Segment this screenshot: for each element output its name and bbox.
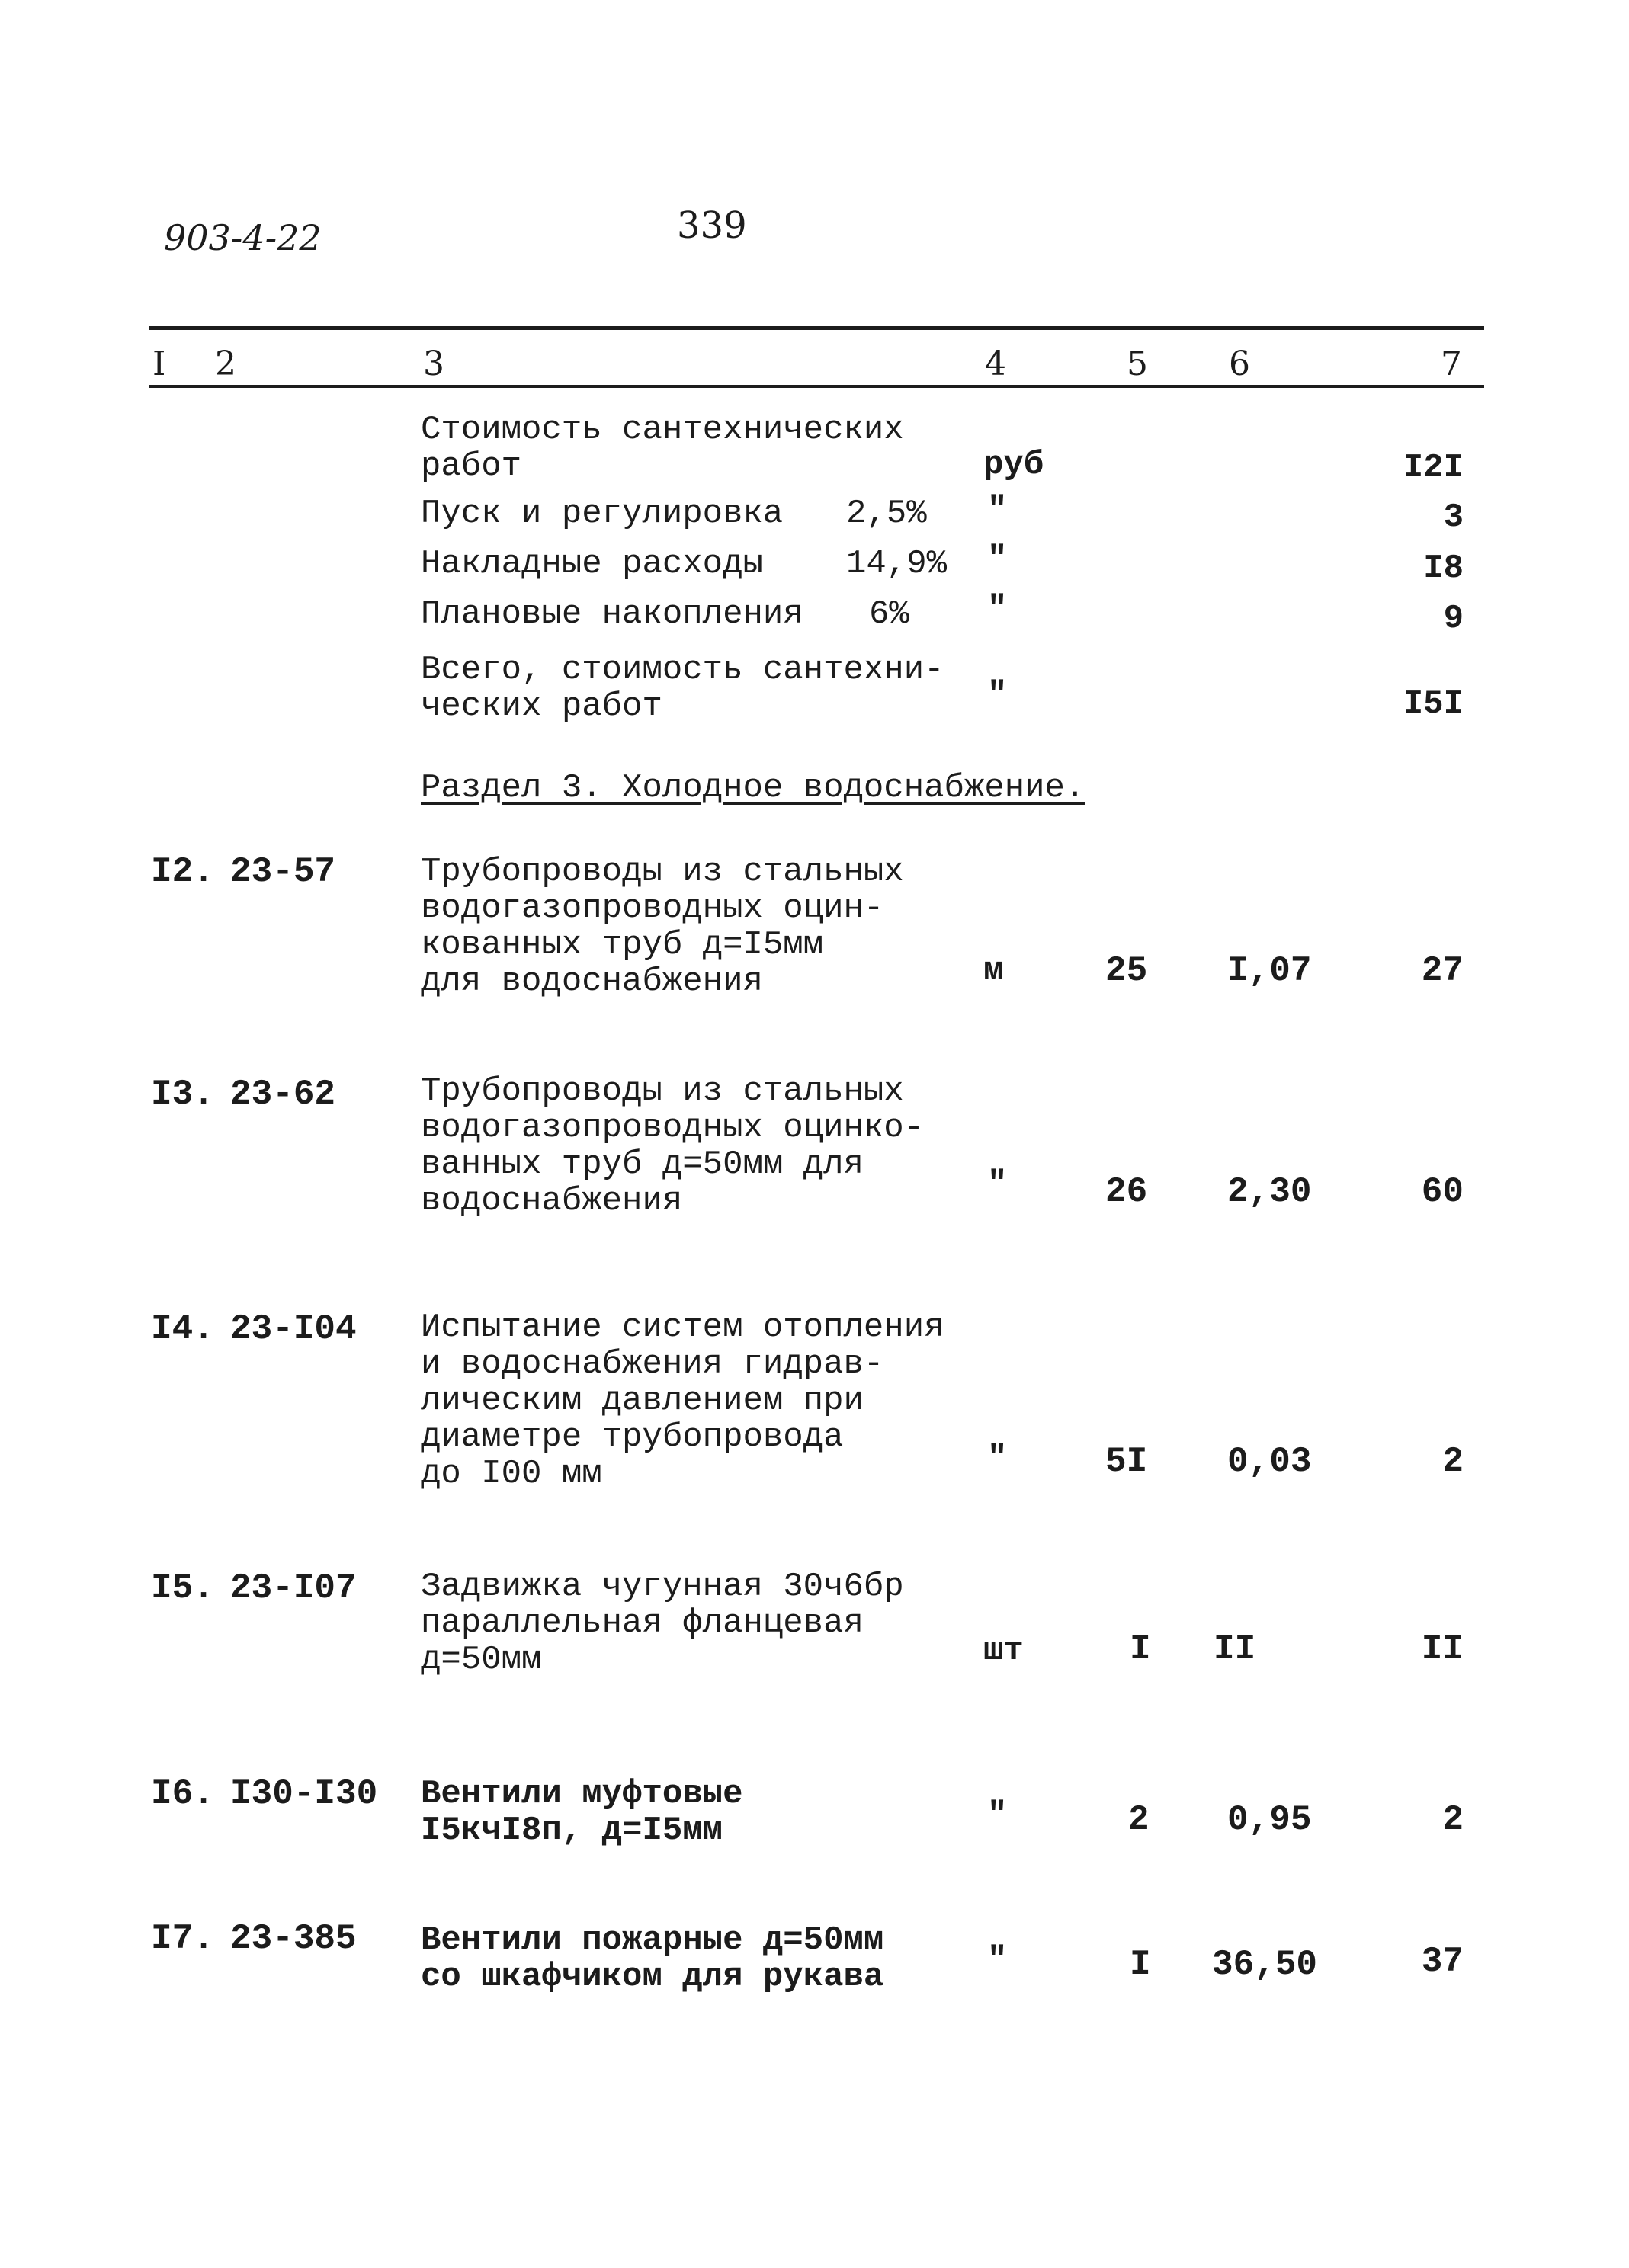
item-quantity: 2	[1128, 1800, 1150, 1840]
item-quantity: 5I	[1105, 1442, 1148, 1482]
section-title: Раздел 3. Холодное водоснабжение.	[421, 769, 1085, 807]
summary-unit: "	[987, 676, 1008, 714]
item-unit: "	[987, 1165, 1008, 1203]
item-total: II	[1421, 1629, 1464, 1669]
item-description: Вентили муфтовые I5кчI8п, д=I5мм	[421, 1775, 743, 1850]
item-number: I2.	[151, 852, 214, 892]
item-total: 37	[1421, 1942, 1464, 1981]
summary-total: I8	[1423, 549, 1464, 588]
summary-total: I2I	[1403, 449, 1464, 487]
item-total: 2	[1442, 1442, 1464, 1482]
item-price: 2,30	[1227, 1172, 1312, 1212]
summary-unit: "	[987, 540, 1008, 578]
page-number: 339	[677, 204, 747, 247]
summary-percent: 14,9%	[846, 545, 948, 583]
item-unit: "	[987, 1796, 1008, 1834]
item-price: 36,50	[1212, 1945, 1318, 1984]
item-code: 23-I07	[230, 1568, 357, 1608]
item-description: Трубопроводы из стальных водогазопроводных оцин- кованных труб д=I5мм для водоснабжения	[421, 853, 904, 1001]
col-header-7: 7	[1441, 344, 1462, 383]
summary-unit: "	[987, 590, 1008, 628]
item-price: 0,03	[1227, 1442, 1312, 1482]
col-header-6: 6	[1229, 344, 1250, 383]
item-code: 23-I04	[230, 1309, 357, 1349]
item-price: II	[1214, 1629, 1256, 1669]
item-code: 23-62	[230, 1075, 336, 1114]
item-description: Вентили пожарные д=50мм со шкафчиком для рукава	[421, 1921, 884, 1996]
summary-percent: 2,5%	[846, 495, 927, 533]
item-quantity: I	[1130, 1629, 1151, 1669]
item-description: Испытание систем отопления и водоснабжения гидрав- лическим давлением при диаметре трубопровода до I00 мм	[421, 1309, 944, 1493]
item-unit: м	[983, 952, 1004, 990]
summary-name: Стоимость сантехнических работ	[421, 411, 904, 485]
item-number: I7.	[151, 1919, 214, 1959]
col-header-3: 3	[423, 344, 444, 383]
item-price: 0,95	[1227, 1800, 1312, 1840]
col-header-4: 4	[985, 344, 1006, 383]
summary-unit: "	[987, 491, 1008, 529]
item-number: I5.	[151, 1568, 214, 1608]
item-quantity: 25	[1105, 951, 1148, 991]
item-unit: шт	[983, 1632, 1024, 1670]
item-number: I4.	[151, 1309, 214, 1349]
item-quantity: I	[1130, 1945, 1151, 1984]
item-description: Задвижка чугунная 30ч6бр параллельная фланцевая д=50мм	[421, 1568, 904, 1679]
item-number: I6.	[151, 1774, 214, 1814]
item-code: I30-I30	[230, 1774, 378, 1814]
item-unit: "	[987, 1941, 1008, 1979]
summary-name: Плановые накопления	[421, 595, 803, 633]
item-code: 23-57	[230, 852, 336, 892]
summary-name: Накладные расходы	[421, 545, 763, 583]
item-description: Трубопроводы из стальных водогазопроводных оцинко- ванных труб д=50мм для водоснабжения	[421, 1072, 925, 1220]
summary-total: 3	[1443, 498, 1464, 537]
item-unit: "	[987, 1440, 1008, 1478]
document-code: 903-4-22	[164, 217, 322, 258]
item-total: 60	[1421, 1172, 1464, 1212]
summary-unit: руб	[983, 446, 1044, 484]
item-price: I,07	[1227, 951, 1312, 991]
item-number: I3.	[151, 1075, 214, 1114]
summary-total: 9	[1443, 600, 1464, 638]
summary-name: Всего, стоимость сантехни- ческих работ	[421, 651, 944, 726]
item-total: 27	[1421, 951, 1464, 991]
item-code: 23-385	[230, 1919, 357, 1959]
summary-percent: 6%	[869, 595, 909, 633]
table-header-rule	[149, 385, 1484, 388]
item-quantity: 26	[1105, 1172, 1148, 1212]
summary-total: I5I	[1403, 685, 1464, 723]
col-header-5: 5	[1127, 344, 1148, 383]
item-total: 2	[1442, 1800, 1464, 1840]
table-top-rule	[149, 326, 1484, 330]
summary-name: Пуск и регулировка	[421, 495, 784, 533]
col-header-1: I	[152, 344, 166, 383]
col-header-2: 2	[215, 344, 236, 383]
